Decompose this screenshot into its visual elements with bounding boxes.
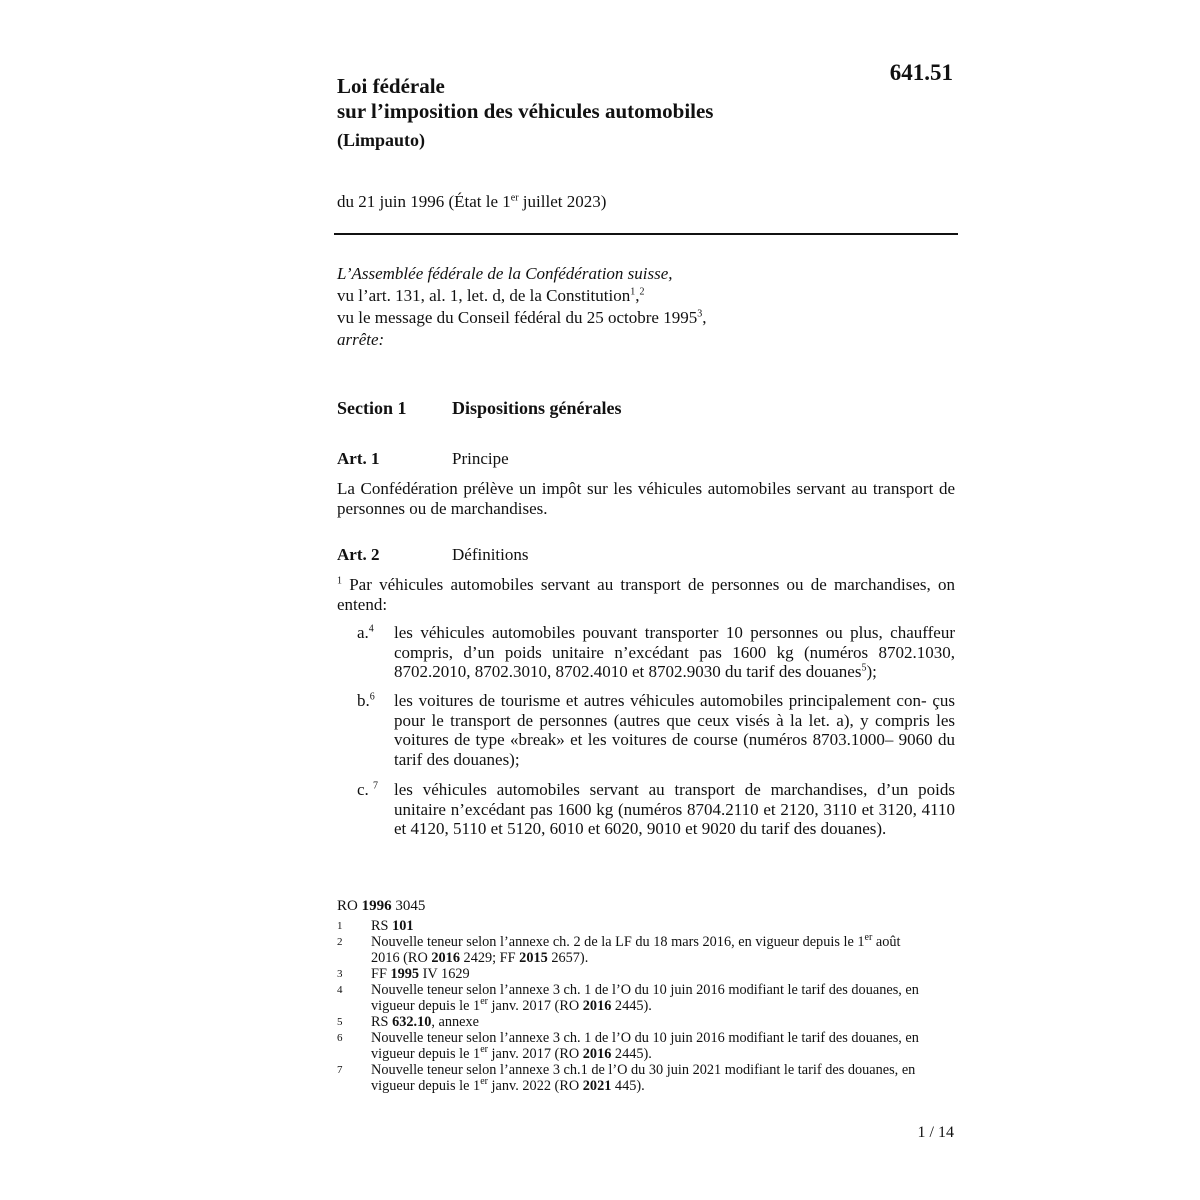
footnote-ref-4[interactable]: 4: [368, 623, 374, 635]
section-heading: [337, 398, 622, 419]
section-title: Dispositions générales: [452, 398, 622, 418]
footnote-ref-2[interactable]: 2: [639, 286, 645, 298]
footnote-2: 2 Nouvelle teneur selon l’annexe ch. 2 de la LF du 18 mars 2016, en vigueur depuis le 1er août 2016 (RO 2016 2429; FF 2015 2657).: [337, 932, 901, 966]
page-number: 1 / 14: [917, 1124, 954, 1141]
footnote-1: 1 RS 101: [337, 918, 414, 934]
ro-reference: RO 1996 3045: [337, 898, 426, 914]
section-label: Section 1: [337, 398, 407, 418]
footnote-ref-1[interactable]: 1: [630, 286, 636, 298]
footnotes: [337, 918, 927, 1094]
sr-number: 641.51: [889, 60, 953, 85]
short-title: (Limpauto): [337, 130, 426, 150]
footnote-3: 3 FF 1995 IV 1629: [337, 966, 470, 982]
footnote-5: 5 RS 632.10, annexe: [337, 1014, 480, 1030]
header-divider: [334, 233, 958, 235]
page-title: [337, 74, 713, 124]
preamble-assembly: L’Assemblée fédérale de la Confédération suisse,: [337, 264, 673, 283]
article-2-paragraph-1: $^1$ Par véhicules automobiles servant au transport de personnes ou de marchandises, on entend:: [337, 575, 955, 614]
definition-item-a: a.$^4$ les véhicules automobiles pouvant transporter 10 personnes ou plus, chauffeur compris, d’un poids unitaire n’excédant pas 1600 kg (numéros 8702.1030, 8702.2010, 8702.3010, 8702.4010 et 8702.9030 du tarif des douanes$^5$);: [357, 623, 955, 681]
preamble-vu-constitution: vu l’art. 131, al. 1, let. d, de la Constitution$^1$,$^2$: [337, 286, 645, 305]
definition-item-c: c. $^7$ les véhicules automobiles servant au transport de marchandises, d’un poids unitaire n’excédant pas 1600 kg (numéros 8704.2110 et 2120, 3110 et 3120, 4110 et 4120, 5110 et 5120, 6010 et 6020, 9010 et 9020 du tarif des douanes).: [357, 780, 955, 838]
enactment-date: du 21 juin 1996 (État le 1er juillet 2023): [337, 192, 607, 211]
definition-item-b: b.$^6$ les voitures de tourisme et autres véhicules automobiles principalement con- çus pour le transport de personnes (autres que ceux visés à la let. a), y compris les voitures de type «break» et les voitures de course (numéros 8703.1000– 9060 du tarif des douanes);: [357, 691, 955, 769]
article-1-heading: [337, 449, 509, 469]
preamble: [337, 263, 706, 351]
footnote-7: 7 Nouvelle teneur selon l’annexe 3 ch.1 de l’O du 30 juin 2021 modifiant le tarif des douanes, en vigueur depuis le 1er janv. 2022 (RO 2021 445).: [337, 1062, 916, 1094]
article-2-label: Art. 2: [337, 545, 380, 564]
article-2-title: Définitions: [452, 545, 529, 564]
article-2-heading: [337, 545, 529, 565]
footnote-6: 6 Nouvelle teneur selon l’annexe 3 ch. 1 de l’O du 10 juin 2016 modifiant le tarif des douanes, en vigueur depuis le 1er janv. 2017 (RO 2016 2445).: [337, 1030, 919, 1062]
title-line-1: Loi fédérale: [337, 74, 445, 98]
footnote-ref-6[interactable]: 6: [369, 691, 375, 703]
article-1-title: Principe: [452, 449, 509, 468]
article-1-text: La Confédération prélève un impôt sur les véhicules automobiles servant au transport de personnes ou de marchandises.: [337, 479, 955, 518]
title-line-2: sur l’imposition des véhicules automobiles: [337, 99, 714, 123]
preamble-arrete: arrête:: [337, 330, 385, 349]
article-1-label: Art. 1: [337, 449, 380, 468]
preamble-vu-message: vu le message du Conseil fédéral du 25 octobre 1995$^3$,: [337, 308, 707, 327]
page-content: [337, 0, 957, 1200]
footnote-ref-5[interactable]: 5: [861, 662, 867, 674]
footnote-4: 4 Nouvelle teneur selon l’annexe 3 ch. 1 de l’O du 10 juin 2016 modifiant le tarif des douanes, en vigueur depuis le 1er janv. 2017 (RO 2016 2445).: [337, 982, 919, 1014]
footnote-ref-3[interactable]: 3: [697, 308, 703, 320]
footnote-ref-7[interactable]: 7: [373, 780, 379, 792]
